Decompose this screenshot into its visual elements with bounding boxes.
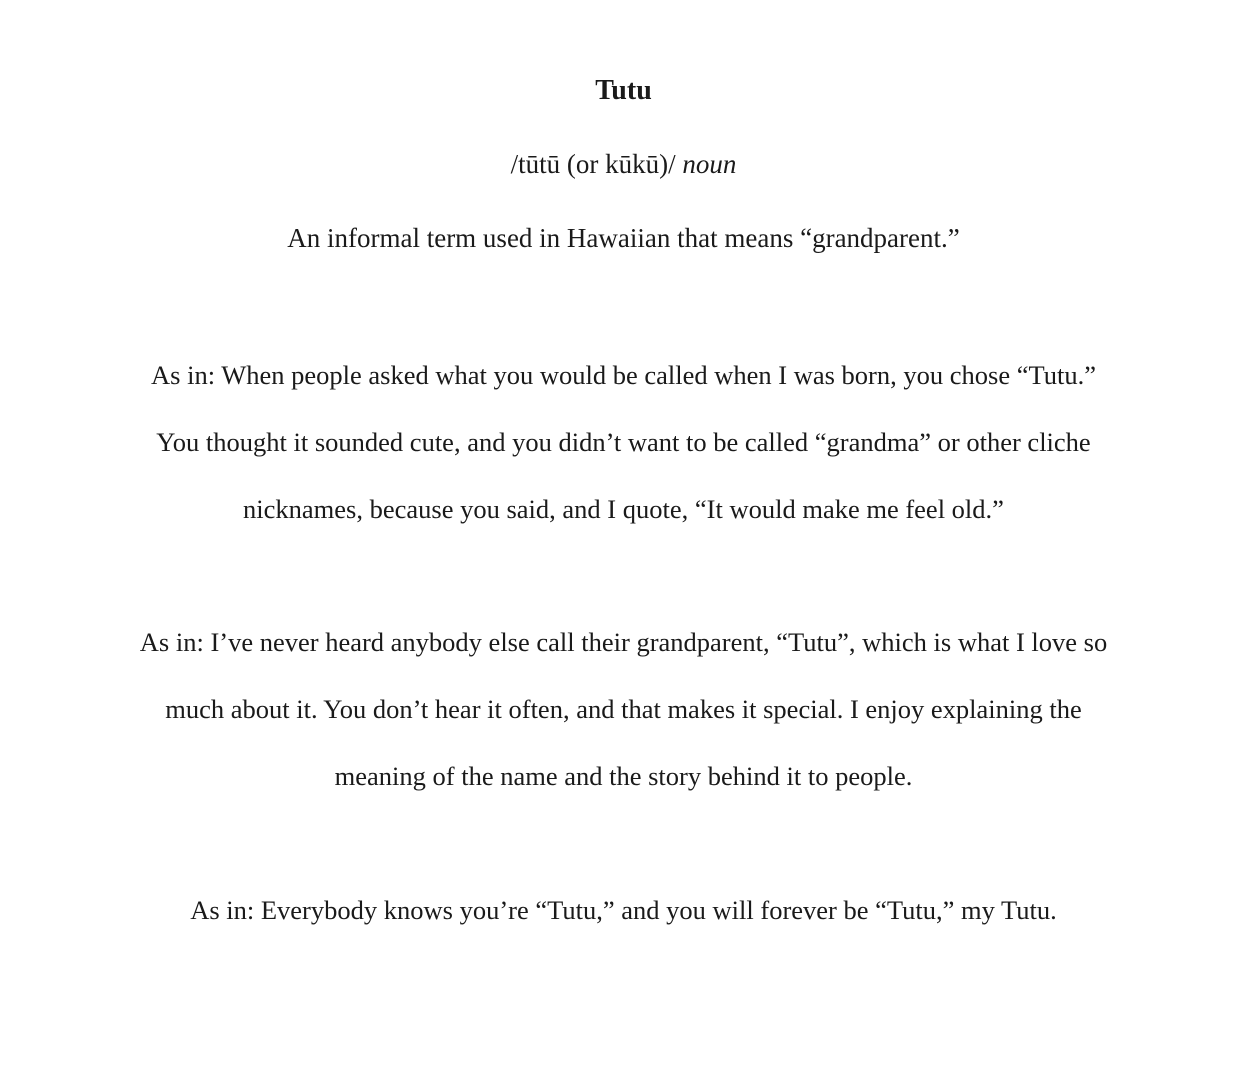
example-line: much about it. You don’t hear it often, and that makes it special. I enjoy explaining the bbox=[165, 694, 1082, 724]
example-line: nicknames, because you said, and I quote, “It would make me feel old.” bbox=[243, 494, 1004, 524]
example-paragraph-1 bbox=[0, 342, 1247, 543]
example-paragraph-2 bbox=[0, 609, 1247, 810]
part-of-speech: noun bbox=[682, 149, 737, 179]
pronunciation-line bbox=[0, 147, 1247, 181]
example-line: You thought it sounded cute, and you didn’t want to be called “grandma” or other cliche bbox=[156, 427, 1091, 457]
example-line: As in: Everybody knows you’re “Tutu,” and you will forever be “Tutu,” my Tutu. bbox=[190, 895, 1057, 925]
example-line: As in: When people asked what you would be called when I was born, you chose “Tutu.” bbox=[151, 360, 1096, 390]
example-line: As in: I’ve never heard anybody else call their grandparent, “Tutu”, which is what I love so bbox=[139, 627, 1108, 657]
example-line: meaning of the name and the story behind it to people. bbox=[334, 761, 913, 791]
pronunciation: /tūtū (or kūkū)/ bbox=[510, 149, 676, 179]
headword: Tutu bbox=[595, 75, 652, 106]
example-paragraph-3 bbox=[0, 877, 1247, 944]
definition: An informal term used in Hawaiian that means “grandparent.” bbox=[287, 223, 960, 253]
